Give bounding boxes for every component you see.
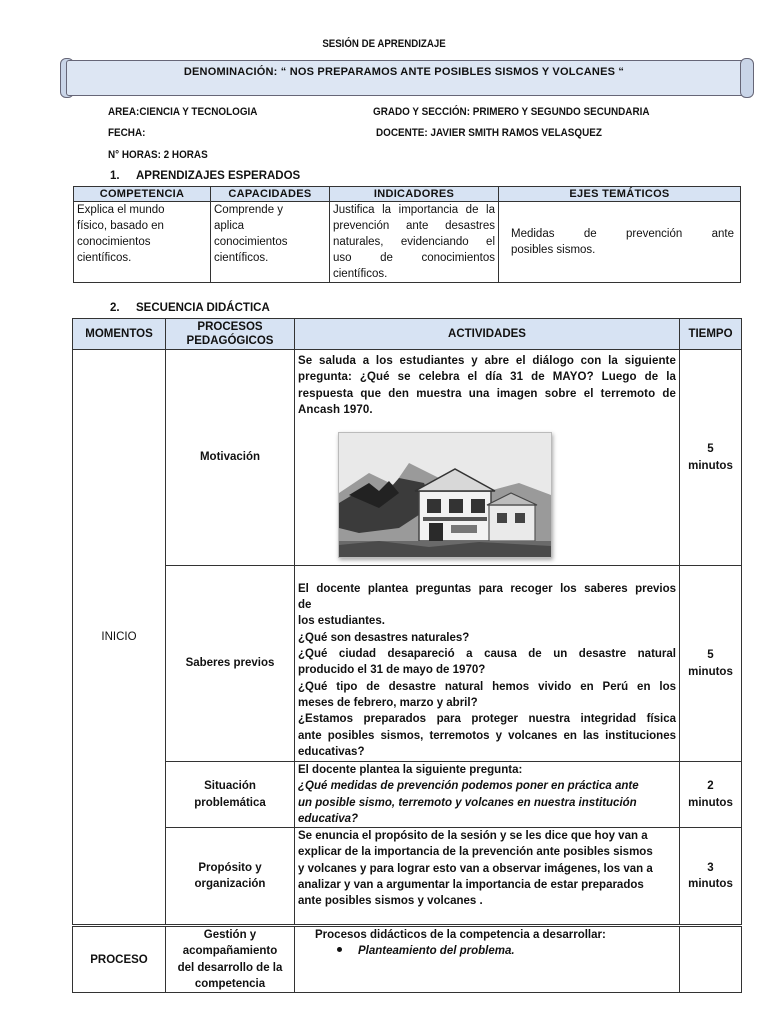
label-line: competencia xyxy=(194,978,266,991)
actividad-situacion xyxy=(295,762,680,828)
header-capacidades: CAPACIDADES xyxy=(211,187,330,202)
tiempo-unit: minutos xyxy=(688,878,733,891)
tiempo-motivacion xyxy=(680,350,742,566)
text-line: ¿Estamos preparados para proteger nuestra integridad física xyxy=(298,713,676,726)
text-line: meses de febrero, marzo y abril? xyxy=(298,696,478,709)
label-line: problemática xyxy=(194,796,266,809)
actividad-gestion xyxy=(295,926,680,993)
label-line: acompañamiento xyxy=(182,945,278,958)
header-procesos xyxy=(166,319,295,350)
label-line: organización xyxy=(194,878,266,891)
question-line: educativa? xyxy=(298,812,359,825)
text-line: producido el 31 de mayo de 1970? xyxy=(298,664,486,677)
text-line: Se enuncia el propósito de la sesión y se les dice que hoy van a xyxy=(298,830,648,843)
text-line: naturales, evidenciando el xyxy=(333,236,495,248)
header-procesos-line: PROCESOS xyxy=(197,321,263,333)
tiempo-proposito xyxy=(680,828,742,926)
text-line: posibles sismos. xyxy=(511,244,596,256)
docente-label: DOCENTE: JAVIER SMITH RAMOS VELASQUEZ xyxy=(376,127,602,139)
actividad-motivacion xyxy=(295,350,680,566)
text-line: científicos. xyxy=(214,252,269,264)
proceso-proposito xyxy=(166,828,295,926)
text-line: Procesos didácticos de la competencia a desarrollar: xyxy=(315,929,606,942)
label-line: del desarrollo de la xyxy=(177,961,283,974)
text-line: pregunta: ¿Qué se celebra el día 31 de MAYO? Luego de la xyxy=(298,371,676,384)
tiempo-unit: minutos xyxy=(688,796,733,809)
text-line: ¿Qué ciudad desapareció a causa de un desastre natural xyxy=(298,648,676,661)
section-label: APRENDIZAJES ESPERADOS xyxy=(136,170,301,182)
bullet-item xyxy=(315,943,676,959)
text-line: conocimientos xyxy=(77,236,151,248)
momento-proceso: PROCESO xyxy=(73,926,166,993)
capacidades-cell xyxy=(211,202,330,283)
text-line: ¿Qué tipo de desastre natural hemos vivido en Perú en los xyxy=(298,680,676,693)
earthquake-photo xyxy=(338,432,552,558)
section-label: SECUENCIA DIDÁCTICA xyxy=(136,302,270,314)
aprendizajes-table xyxy=(73,186,741,283)
tiempo-unit: minutos xyxy=(688,665,733,678)
text-line: de xyxy=(298,599,312,612)
section-aprendizajes xyxy=(110,170,300,182)
tiempo-number: 5 xyxy=(707,443,714,456)
question-line: un posible sismo, terremoto y volcanes en nuestra institución xyxy=(298,796,637,809)
area-label: AREA:CIENCIA Y TECNOLOGIA xyxy=(108,106,258,118)
text-line: ante posibles sismos, terremotos y volcanes en las instituciones xyxy=(298,729,676,742)
text-line: El docente plantea la siguiente pregunta: xyxy=(298,764,523,776)
tiempo-number: 3 xyxy=(707,861,714,874)
text-line: Justifica la importancia de la xyxy=(333,204,495,216)
text-line: científicos. xyxy=(77,252,132,264)
text-line: conocimientos xyxy=(214,236,288,248)
section-secuencia xyxy=(110,302,270,314)
competencia-cell xyxy=(74,202,211,283)
grado-label: GRADO Y SECCIÓN: PRIMERO Y SEGUNDO SECUNDARIA xyxy=(373,106,650,118)
text-line: prevención ante desastres xyxy=(333,220,495,232)
text-line: ¿Qué son desastres naturales? xyxy=(298,631,470,644)
header-competencia: COMPETENCIA xyxy=(74,187,211,202)
tiempo-gestion xyxy=(680,926,742,993)
denominacion-text: DENOMINACIÓN: “ NOS PREPARAMOS ANTE POSIBLES SISMOS Y VOLCANES “ xyxy=(183,66,625,78)
actividad-saberes xyxy=(295,566,680,762)
text-line: explicar de la importancia de la prevención ante posibles sismos xyxy=(298,846,653,859)
text-line: y volcanes y para lograr esto van a observar imágenes, los van a xyxy=(298,862,653,875)
fecha-label: FECHA: xyxy=(108,127,146,139)
tiempo-situacion xyxy=(680,762,742,828)
bullet-icon xyxy=(337,947,342,952)
text-line: ante posibles sismos y volcanes . xyxy=(298,895,483,908)
scroll-banner-right-curl xyxy=(740,58,754,98)
text-line: físico, basado en xyxy=(77,220,164,232)
tiempo-number: 2 xyxy=(707,780,714,793)
actividad-proposito xyxy=(295,828,680,926)
header-indicadores: INDICADORES xyxy=(330,187,499,202)
header-procesos-line: PEDAGÓGICOS xyxy=(186,335,274,347)
ejes-cell xyxy=(499,202,741,283)
section-number: 1. xyxy=(110,170,120,182)
proceso-motivacion: Motivación xyxy=(166,350,295,566)
text-line: los estudiantes. xyxy=(298,615,385,628)
tiempo-number: 5 xyxy=(707,649,714,662)
label-line: Situación xyxy=(204,780,256,793)
proceso-saberes: Saberes previos xyxy=(166,566,295,762)
secuencia-table xyxy=(72,318,742,993)
text-line: educativas? xyxy=(298,745,365,758)
earthquake-photo-image xyxy=(339,433,551,557)
indicadores-cell xyxy=(330,202,499,283)
header-actividades: ACTIVIDADES xyxy=(295,319,680,350)
text-line: uso de conocimientos xyxy=(333,252,495,264)
tiempo-unit: minutos xyxy=(688,459,733,472)
text-line: Explica el mundo xyxy=(77,204,165,216)
label-line: Propósito y xyxy=(198,861,262,874)
header-tiempo: TIEMPO xyxy=(680,319,742,350)
document-title: SESIÓN DE APRENDIZAJE xyxy=(322,38,446,50)
tiempo-saberes xyxy=(680,566,742,762)
text-line: Comprende y xyxy=(214,204,284,216)
momento-inicio: INICIO xyxy=(73,350,166,926)
proceso-situacion xyxy=(166,762,295,828)
bullet-text: Planteamiento del problema. xyxy=(358,945,515,958)
text-line: Se saluda a los estudiantes y abre el diálogo con la siguiente xyxy=(298,355,676,367)
section-number: 2. xyxy=(110,302,120,314)
text-line: aplica xyxy=(214,220,245,232)
horas-label: N° HORAS: 2 HORAS xyxy=(108,149,208,161)
text-line: Ancash 1970. xyxy=(298,403,373,416)
label-line: Gestión y xyxy=(203,929,257,942)
header-momentos: MOMENTOS xyxy=(73,319,166,350)
text-line: El docente plantea preguntas para recoger los saberes previos xyxy=(298,582,676,595)
text-line: científicos. xyxy=(333,268,388,280)
text-line: analizar y van a argumentar la importancia de estar preparados xyxy=(298,879,644,892)
proceso-gestion xyxy=(166,926,295,993)
text-line: respuesta que den muestra una imagen sobre el terremoto de xyxy=(298,387,676,400)
question-line: ¿Qué medidas de prevención podemos poner en práctica ante xyxy=(298,780,639,793)
header-ejes: EJES TEMÁTICOS xyxy=(499,187,741,202)
text-line: Medidas de prevención ante xyxy=(511,228,734,240)
